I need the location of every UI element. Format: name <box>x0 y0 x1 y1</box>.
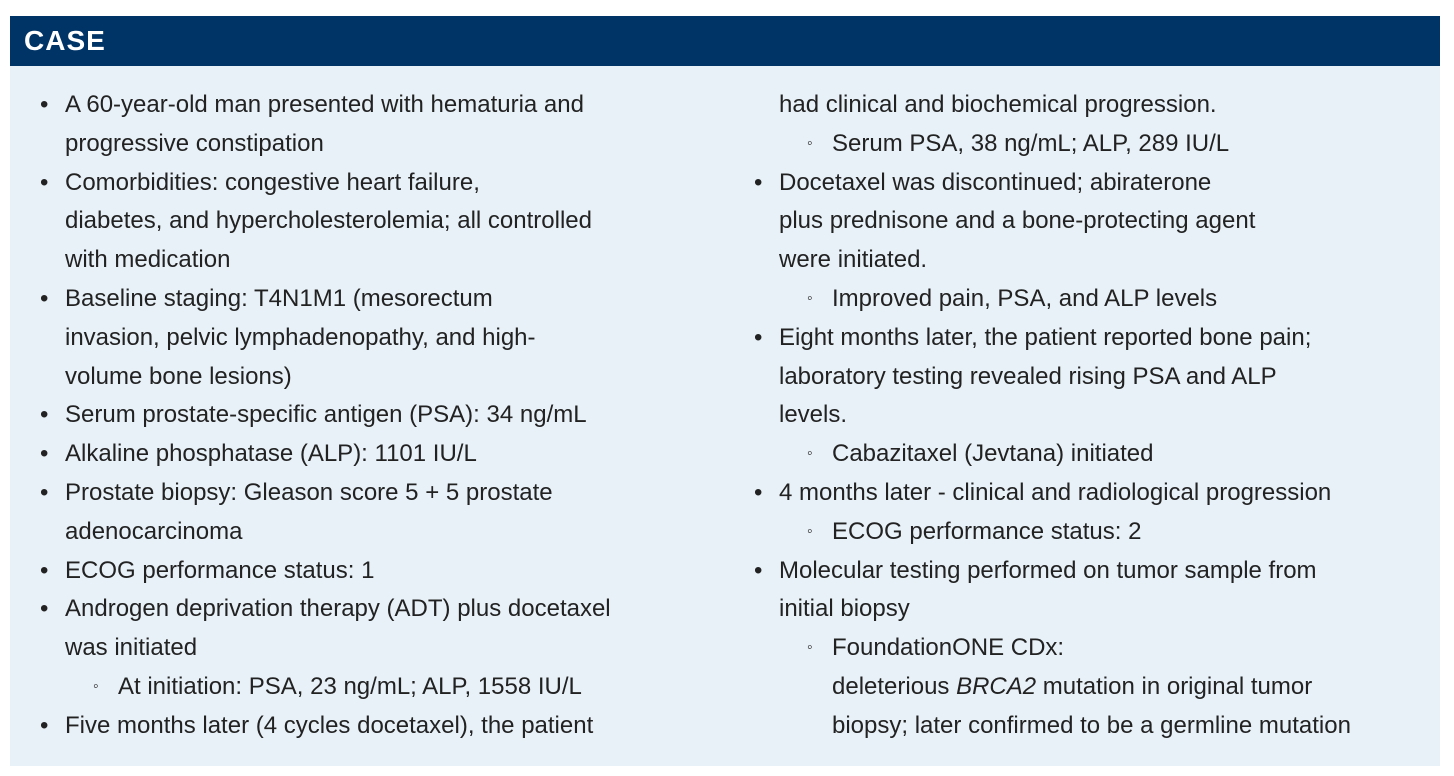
item-line: ECOG performance status: 2 <box>832 517 1142 545</box>
item-line: initial biopsy <box>779 595 910 623</box>
gene-name: BRCA2 <box>956 672 1037 700</box>
bullet-icon: • <box>40 556 49 584</box>
case-box <box>10 16 1440 766</box>
bullet-icon: • <box>754 323 763 351</box>
list-item <box>38 435 718 474</box>
bullet-icon: • <box>40 595 49 623</box>
list-item <box>38 590 718 668</box>
item-line: were initiated. <box>779 246 928 274</box>
sub-list-item <box>752 280 1432 319</box>
item-line: Docetaxel was discontinued; abiraterone <box>779 168 1212 196</box>
item-line: had clinical and biochemical progression. <box>779 91 1217 118</box>
sub-list-item <box>38 668 718 707</box>
item-line: Eight months later, the patient reported bone pain; <box>779 323 1312 351</box>
list-item <box>38 280 718 396</box>
text-run: mutation in original tumor <box>1036 672 1313 700</box>
item-line: diabetes, and hypercholesterolemia; all controlled <box>65 207 592 235</box>
case-header <box>10 16 1440 66</box>
list-item <box>38 164 718 280</box>
list-item <box>752 319 1432 435</box>
sub-list-item <box>752 629 1432 745</box>
item-line: Prostate biopsy: Gleason score 5 + 5 prostate <box>65 478 553 506</box>
item-line: laboratory testing revealed rising PSA and ALP <box>779 362 1277 390</box>
sub-list-item <box>752 435 1432 474</box>
item-line: Baseline staging: T4N1M1 (mesorectum <box>65 284 493 312</box>
sub-bullet-icon: ◦ <box>93 677 99 695</box>
sub-bullet-icon: ◦ <box>807 522 813 540</box>
item-line <box>832 668 1432 707</box>
item-line: Serum prostate-specific antigen (PSA): 34 ng/mL <box>65 401 587 429</box>
item-line: ECOG performance status: 1 <box>65 556 375 584</box>
item-line: was initiated <box>65 634 198 662</box>
item-line: Five months later (4 cycles docetaxel), the patient <box>65 711 594 739</box>
sub-bullet-icon: ◦ <box>807 445 813 463</box>
item-line: Comorbidities: congestive heart failure, <box>65 168 480 196</box>
item-line: A 60-year-old man presented with hematuria and <box>65 91 584 118</box>
item-line: Molecular testing performed on tumor sample from <box>779 556 1317 584</box>
item-line: Improved pain, PSA, and ALP levels <box>832 284 1218 312</box>
item-line: invasion, pelvic lymphadenopathy, and high- <box>65 323 536 351</box>
list-item-continuation <box>752 86 1432 125</box>
list-item <box>752 474 1432 513</box>
sub-list-item <box>752 125 1432 164</box>
item-line: FoundationONE CDx: <box>832 634 1065 662</box>
list-item <box>38 707 718 746</box>
bullet-icon: • <box>40 478 49 506</box>
bullet-icon: • <box>754 556 763 584</box>
list-item <box>38 474 718 552</box>
bullet-icon: • <box>40 401 49 429</box>
bullet-icon: • <box>754 478 763 506</box>
sub-bullet-icon: ◦ <box>807 289 813 307</box>
item-line: with medication <box>65 246 231 274</box>
item-line: Cabazitaxel (Jevtana) initiated <box>832 440 1154 468</box>
bullet-icon: • <box>754 168 763 196</box>
item-line: biopsy; later confirmed to be a germline mutation <box>832 711 1351 739</box>
sub-list-item <box>752 513 1432 552</box>
bullet-icon: • <box>40 168 49 196</box>
list-item <box>752 164 1432 280</box>
text-run: deleterious <box>832 672 957 700</box>
bullet-icon: • <box>40 91 49 118</box>
sub-bullet-icon: ◦ <box>807 639 813 657</box>
item-line: At initiation: PSA, 23 ng/mL; ALP, 1558 IU/L <box>118 672 582 700</box>
list-item <box>38 86 718 164</box>
right-column <box>752 86 1432 746</box>
bullet-icon: • <box>40 711 49 739</box>
item-line: Androgen deprivation therapy (ADT) plus docetaxel <box>65 595 611 623</box>
bullet-icon: • <box>40 284 49 312</box>
item-line: progressive constipation <box>65 129 324 157</box>
list-item <box>38 552 718 591</box>
bullet-icon: • <box>40 440 49 468</box>
item-line: Alkaline phosphatase (ALP): 1101 IU/L <box>65 440 477 468</box>
item-line: levels. <box>779 401 848 429</box>
left-column <box>38 86 718 746</box>
item-line: 4 months later - clinical and radiological progression <box>779 478 1332 506</box>
item-line: plus prednisone and a bone-protecting agent <box>779 207 1256 235</box>
sub-bullet-icon: ◦ <box>807 134 813 152</box>
item-line: adenocarcinoma <box>65 517 243 545</box>
case-title: CASE <box>24 25 106 56</box>
item-line: Serum PSA, 38 ng/mL; ALP, 289 IU/L <box>832 129 1230 157</box>
item-line: volume bone lesions) <box>65 362 292 390</box>
list-item <box>752 552 1432 630</box>
list-item <box>38 396 718 435</box>
